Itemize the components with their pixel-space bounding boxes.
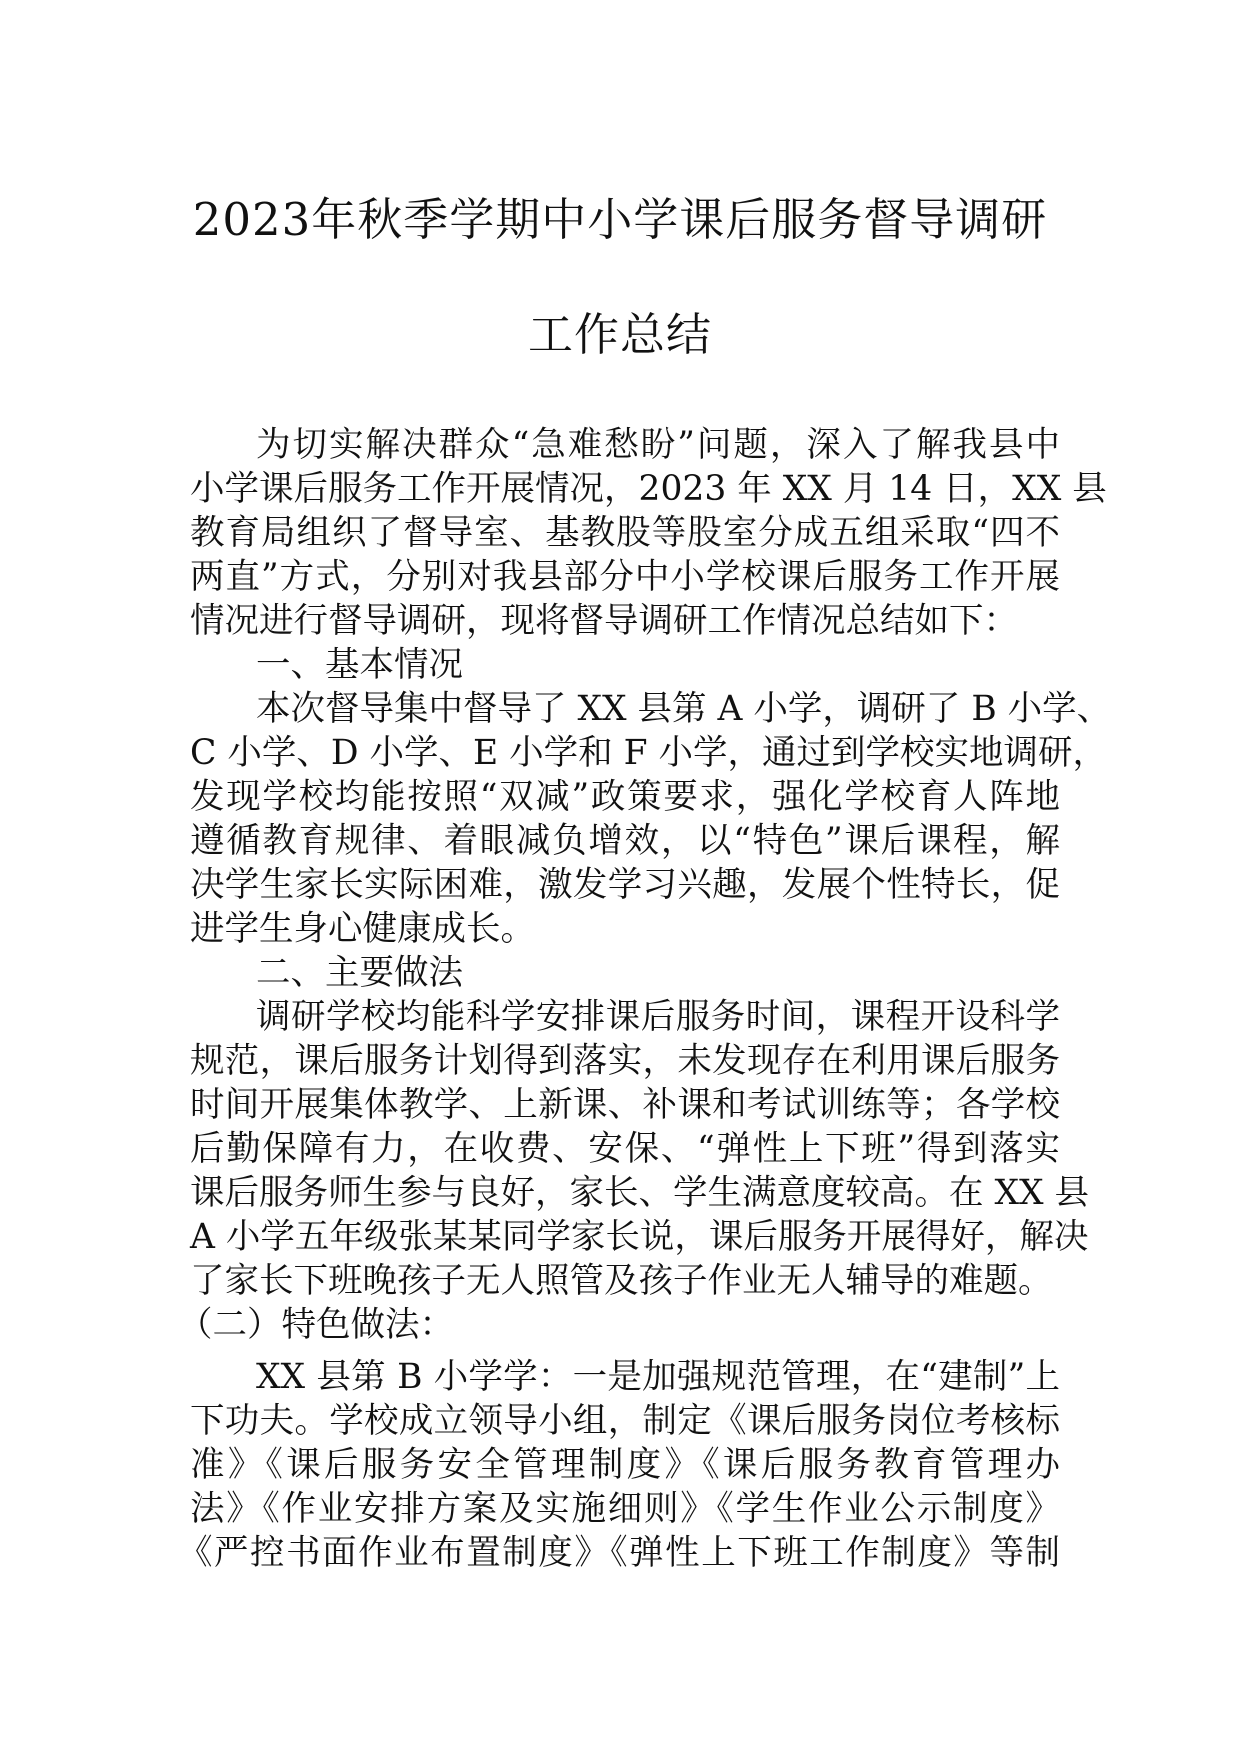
body-line: 规范，课后服务计划得到落实，未发现存在利用课后服务 bbox=[190, 1041, 1060, 1081]
body-line: 下功夫。学校成立领导小组，制定《课后服务岗位考核标 bbox=[190, 1401, 1060, 1441]
body-line: 后勤保障有力，在收费、安保、“弹性上下班”得到落实 bbox=[190, 1129, 1060, 1169]
body-line: 准》《课后服务安全管理制度》《课后服务教育管理办 bbox=[190, 1445, 1060, 1485]
body-line: 教育局组织了督导室、基教股等股室分成五组采取“四不 bbox=[190, 513, 1060, 553]
document-title-line-1: 2023年秋季学期中小学课后服务督导调研 bbox=[192, 193, 1048, 246]
body-line: 决学生家长实际困难，激发学习兴趣，发展个性特长，促 bbox=[190, 865, 1060, 905]
body-line: 小学课后服务工作开展情况，2023 年 XX 月 14 日，XX 县 bbox=[190, 469, 1107, 509]
body-line: 本次督导集中督导了 XX 县第 A 小学，调研了 B 小学、 bbox=[256, 689, 1112, 729]
body-line: 课后服务师生参与良好，家长、学生满意度较高。在 XX 县 bbox=[190, 1173, 1090, 1213]
section-heading-basic-situation: 一、基本情况 bbox=[256, 645, 463, 685]
body-line: 遵循教育规律、着眼减负增效，以“特色”课后课程，解 bbox=[190, 821, 1060, 861]
body-line: 进学生身心健康成长。 bbox=[190, 909, 535, 949]
body-line: 了家长下班晚孩子无人照管及孩子作业无人辅导的难题。 bbox=[190, 1261, 1053, 1301]
section-heading-main-practices: 二、主要做法 bbox=[256, 953, 463, 993]
body-line: 时间开展集体教学、上新课、补课和考试训练等；各学校 bbox=[190, 1085, 1060, 1125]
body-line: 情况进行督导调研，现将督导调研工作情况总结如下： bbox=[190, 601, 1018, 641]
body-line: 调研学校均能科学安排课后服务时间，课程开设科学 bbox=[256, 997, 1060, 1037]
body-line: 两直”方式，分别对我县部分中小学校课后服务工作开展 bbox=[190, 557, 1060, 597]
body-line: 法》《作业安排方案及实施细则》《学生作业公示制度》 bbox=[190, 1489, 1060, 1529]
body-line: 发现学校均能按照“双减”政策要求，强化学校育人阵地 bbox=[190, 777, 1060, 817]
document-title-line-2: 工作总结 bbox=[527, 308, 712, 361]
body-line: 《严控书面作业布置制度》《弹性上下班工作制度》等制 bbox=[178, 1533, 1060, 1573]
body-line: XX 县第 B 小学学：一是加强规范管理，在“建制”上 bbox=[256, 1357, 1060, 1397]
body-line: C 小学、D 小学、E 小学和 F 小学，通过到学校实地调研， bbox=[190, 733, 1108, 773]
body-line: 为切实解决群众“急难愁盼”问题，深入了解我县中 bbox=[256, 425, 1060, 465]
body-line: A 小学五年级张某某同学家长说，课后服务开展得好，解决 bbox=[190, 1217, 1089, 1257]
subsection-heading-special-practices: （二）特色做法： bbox=[178, 1305, 454, 1345]
